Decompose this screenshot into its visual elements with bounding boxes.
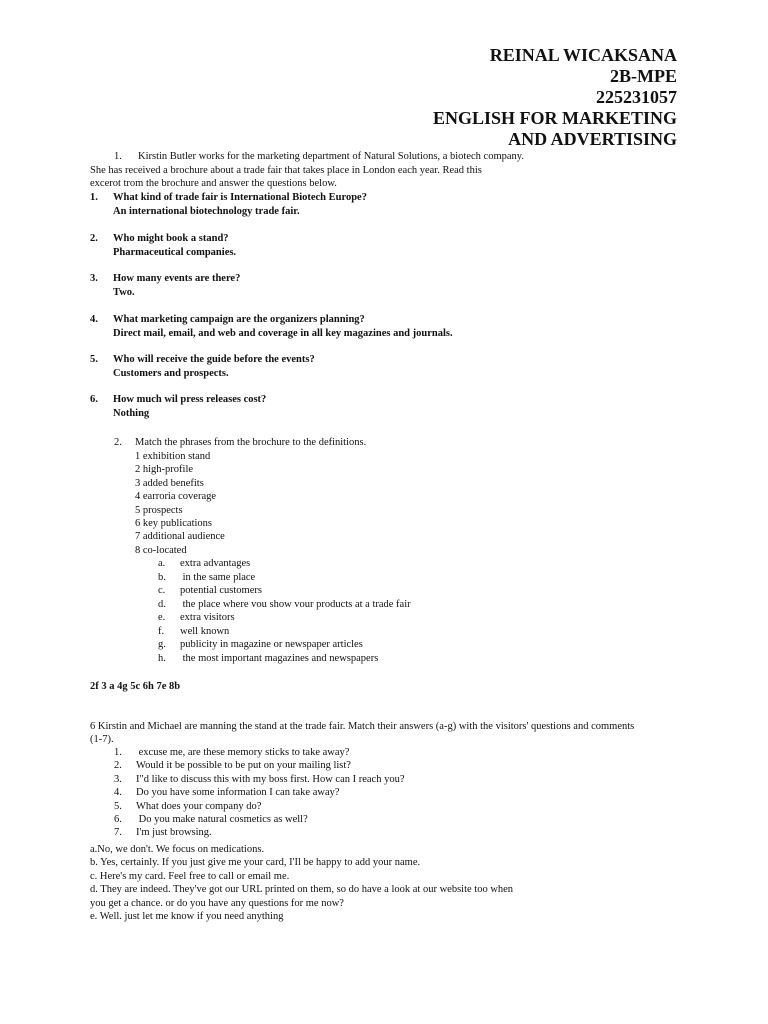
- question-block-2: [90, 232, 690, 259]
- definition-text: potential customers: [180, 585, 262, 596]
- list-item: [114, 773, 405, 786]
- phrase-item: 4 earroria coverage: [135, 491, 217, 503]
- question-number: 1.: [90, 192, 98, 203]
- student-id: 225231057: [596, 87, 677, 107]
- intro-line-3: excerot trom the brochure and answer the questions below.: [90, 178, 337, 190]
- phrase-item: 5 prospects: [135, 504, 183, 516]
- phrase-list: [135, 450, 225, 557]
- answer-line: d. They are indeed. They've got our URL printed on them, so do have a look at our website too when: [90, 884, 514, 896]
- visitor-question-list: [114, 746, 405, 840]
- answer-text: Two.: [113, 286, 135, 298]
- question-number: 2.: [90, 233, 98, 244]
- question-number: 5.: [90, 354, 98, 365]
- list-item: [114, 759, 405, 772]
- intro-line-1: Kirstin Butler works for the marketing department of Natural Solutions, a biotech company.: [138, 151, 524, 162]
- item-text: Do you make natural cosmetics as well?: [136, 814, 308, 826]
- student-name: REINAL WICAKSANA: [489, 45, 677, 65]
- question-text: How many events are there?: [113, 273, 241, 284]
- definition-item: [158, 571, 411, 585]
- item-number: 3.: [114, 773, 122, 785]
- definition-letter: c.: [158, 585, 166, 596]
- definition-letter: e.: [158, 612, 166, 623]
- definition-letter: g.: [158, 639, 166, 650]
- list-item: [114, 746, 405, 759]
- exercise2-instruction: Match the phrases from the brochure to the definitions.: [135, 437, 367, 448]
- question-text: What marketing campaign are the organizers planning?: [113, 314, 365, 325]
- exercise6-intro-line1: 6 Kirstin and Michael are manning the stand at the trade fair. Match their answers (a-g) with the visitors' questions and comments: [90, 721, 635, 732]
- definition-list: [158, 557, 411, 665]
- answer-line: you get a chance. or do you have any questions for me now?: [90, 897, 344, 909]
- definition-letter: a.: [158, 558, 166, 569]
- question-block-4: [90, 313, 690, 340]
- definition-letter: b.: [158, 571, 166, 583]
- phrase-item: 8 co-located: [135, 544, 187, 556]
- definition-text: extra advantages: [180, 558, 251, 569]
- phrase-item: 6 key publications: [135, 518, 212, 530]
- course-title-line1: ENGLISH FOR MARKETING: [432, 108, 677, 128]
- intro-line-2: She has received a brochure about a trade fair that takes place in London each year. Read this: [90, 164, 482, 176]
- exercise2-answer: 2f 3 a 4g 5c 6h 7e 8b: [90, 681, 181, 692]
- definition-item: [158, 584, 411, 598]
- phrase-item: 7 additional audience: [135, 531, 225, 543]
- question-number: 3.: [90, 273, 98, 284]
- exercise1-number: 1.: [114, 151, 122, 162]
- answer-text: Pharmaceutical companies.: [113, 246, 237, 258]
- item-number: 7.: [114, 827, 122, 839]
- item-number: 2.: [114, 760, 122, 772]
- list-item: [114, 800, 405, 813]
- question-text: How much wil press releases cost?: [113, 394, 267, 405]
- definition-text: the place where vou show vour products at a trade fair: [180, 598, 411, 610]
- definition-item: [158, 625, 411, 639]
- item-number: 5.: [114, 800, 122, 812]
- phrase-item: 2 high-profile: [135, 464, 194, 476]
- course-title-line2: AND ADVERTISING: [508, 129, 677, 149]
- question-block-6: [90, 393, 690, 420]
- answer-line: e. Well. just let me know if you need anything: [90, 911, 284, 923]
- question-text: Who might book a stand?: [113, 233, 229, 244]
- exercise2-number: 2.: [114, 437, 122, 448]
- item-number: 4.: [114, 787, 122, 799]
- phrase-item: 3 added benefits: [135, 477, 204, 489]
- definition-text: in the same place: [180, 571, 256, 583]
- definition-text: well known: [180, 625, 230, 637]
- question-block-3: [90, 272, 690, 299]
- exercise6-intro: [90, 720, 690, 747]
- question-text: Who will receive the guide before the events?: [113, 354, 315, 365]
- definition-item: [158, 638, 411, 652]
- definition-item: [158, 652, 411, 666]
- item-text: Do you have some information I can take away?: [136, 787, 340, 799]
- answer-line: c. Here's my card. Feel free to call or email me.: [90, 870, 290, 882]
- answer-text: An international biotechnology trade fair.: [113, 205, 300, 217]
- answer-text: Customers and prospects.: [113, 367, 229, 379]
- answer-line: a.No, we don't. We focus on medications.: [90, 844, 265, 855]
- answer-line: b. Yes, certainly. If you just give me your card, I'Il be happy to add your name.: [90, 857, 421, 869]
- question-text: What kind of trade fair is International Biotech Europe?: [113, 192, 367, 203]
- question-block-1: [90, 191, 690, 218]
- item-number: 6.: [114, 814, 122, 826]
- definition-text: the most important magazines and newspapers: [180, 652, 379, 664]
- staff-answer-list: [90, 843, 690, 923]
- definition-text: publicity in magazine or newspaper articles: [180, 639, 363, 650]
- definition-letter: h.: [158, 652, 166, 664]
- definition-item: [158, 598, 411, 612]
- list-item: [114, 786, 405, 799]
- exercise1-intro: [90, 150, 690, 191]
- list-item: [114, 813, 405, 826]
- item-text: excuse me, are these memory sticks to take away?: [136, 747, 350, 758]
- answer-text: Nothing: [113, 407, 150, 419]
- definition-item: [158, 557, 411, 571]
- definition-letter: f.: [158, 625, 165, 637]
- header-block: [433, 45, 677, 150]
- definition-text: extra visitors: [180, 612, 235, 623]
- exercise2-title: [114, 436, 366, 450]
- exercise6-intro-line2: (1-7).: [90, 734, 114, 746]
- item-text: Would it be possible to be put on your mailing list?: [136, 760, 351, 772]
- answer-text: Direct mail, email, and web and coverage in all key magazines and journals.: [113, 327, 453, 339]
- definition-letter: d.: [158, 598, 166, 610]
- item-text: I"d like to discuss this with my boss first. How can I reach you?: [136, 773, 405, 785]
- phrase-item: 1 exhibition stand: [135, 451, 211, 462]
- definition-item: [158, 611, 411, 625]
- item-text: I'm just browsing.: [136, 827, 212, 839]
- student-class: 2B-MPE: [610, 66, 677, 86]
- list-item: [114, 826, 405, 839]
- question-block-5: [90, 353, 690, 380]
- question-number: 6.: [90, 394, 98, 405]
- item-text: What does your company do?: [136, 800, 262, 812]
- item-number: 1.: [114, 747, 122, 758]
- question-number: 4.: [90, 314, 98, 325]
